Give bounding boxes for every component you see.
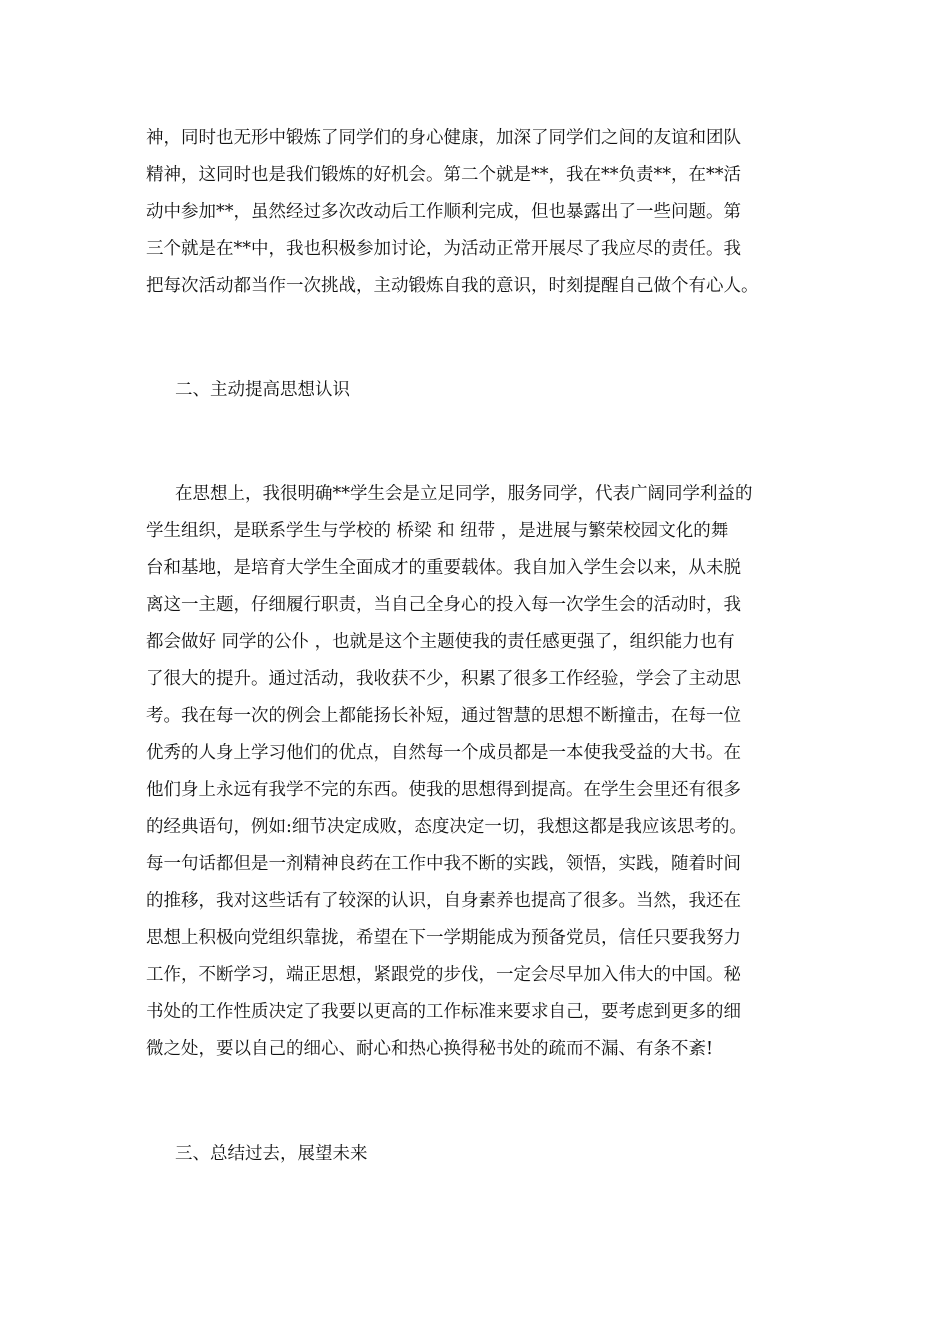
paragraph-2-line: 的推移，我对这些话有了较深的认识，自身素养也提高了很多。当然，我还在 [146, 891, 741, 911]
paragraph-2-line: 优秀的人身上学习他们的优点，自然每一个成员都是一本使我受益的大书。在 [146, 743, 741, 763]
section-heading-3: 三、总结过去，展望未来 [175, 1144, 368, 1164]
paragraph-2-line: 的经典语句，例如:细节决定成败，态度决定一切，我想这都是我应该思考的。 [146, 817, 747, 837]
paragraph-1-line: 精神，这同时也是我们锻炼的好机会。第二个就是**，我在**负责**，在**活 [146, 165, 741, 185]
paragraph-2-line: 学生组织，是联系学生与学校的 桥梁 和 纽带 ，是进展与繁荣校园文化的舞 [146, 521, 729, 541]
paragraph-2-line: 台和基地，是培育大学生全面成才的重要载体。我自加入学生会以来，从未脱 [146, 558, 741, 578]
paragraph-2-line: 考。我在每一次的例会上都能扬长补短，通过智慧的思想不断撞击，在每一位 [146, 706, 741, 726]
paragraph-2-line: 他们身上永远有我学不完的东西。使我的思想得到提高。在学生会里还有很多 [146, 780, 741, 800]
paragraph-2-line: 都会做好 同学的公仆 ，也就是这个主题使我的责任感更强了，组织能力也有 [146, 632, 735, 652]
paragraph-2-line: 书处的工作性质决定了我要以更高的工作标准来要求自己，要考虑到更多的细 [146, 1002, 741, 1022]
paragraph-1-line: 三个就是在**中，我也积极参加讨论，为活动正常开展尽了我应尽的责任。我 [146, 239, 741, 259]
paragraph-2-line: 微之处，要以自己的细心、耐心和热心换得秘书处的疏而不漏、有条不紊! [146, 1039, 714, 1059]
paragraph-2-line: 思想上积极向党组织靠拢，希望在下一学期能成为预备党员，信任只要我努力 [146, 928, 741, 948]
paragraph-2-line: 在思想上，我很明确**学生会是立足同学，服务同学，代表广阔同学利益的 [175, 484, 753, 504]
paragraph-1-line: 把每次活动都当作一次挑战，主动锻炼自我的意识，时刻提醒自己做个有心人。 [146, 276, 759, 296]
paragraph-2-line: 每一句话都但是一剂精神良药在工作中我不断的实践，领悟，实践，随着时间 [146, 854, 741, 874]
paragraph-2-line: 离这一主题，仔细履行职责，当自己全身心的投入每一次学生会的活动时，我 [146, 595, 741, 615]
section-heading-2: 二、主动提高思想认识 [175, 380, 350, 400]
paragraph-2-line: 了很大的提升。通过活动，我收获不少，积累了很多工作经验，学会了主动思 [146, 669, 741, 689]
paragraph-1-line: 动中参加**，虽然经过多次改动后工作顺利完成，但也暴露出了一些问题。第 [146, 202, 741, 222]
paragraph-1-line: 神，同时也无形中锻炼了同学们的身心健康，加深了同学们之间的友谊和团队 [146, 128, 741, 148]
paragraph-2-line: 工作，不断学习，端正思想，紧跟党的步伐，一定会尽早加入伟大的中国。秘 [146, 965, 741, 985]
